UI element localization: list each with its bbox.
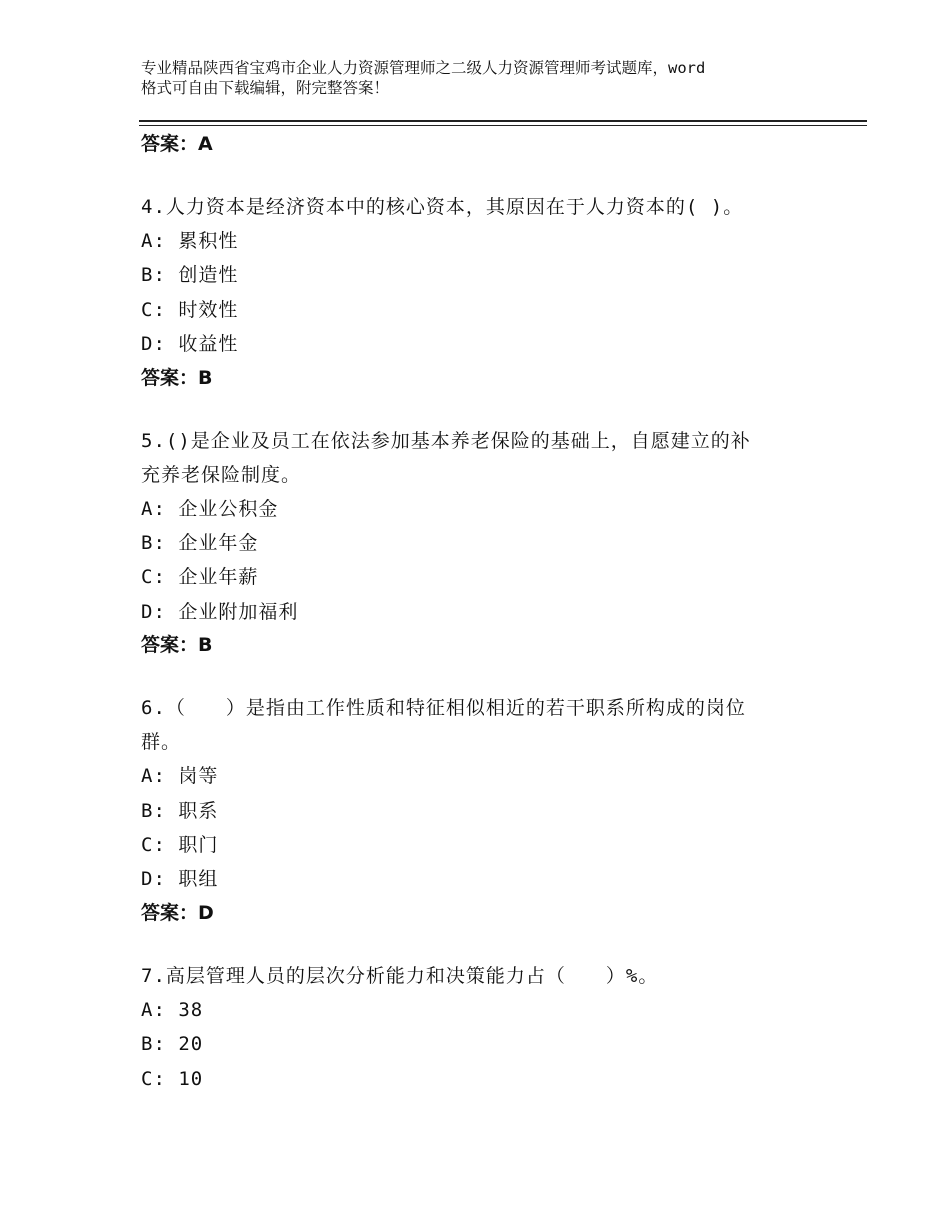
question-stem-cont: 群。 (141, 731, 182, 754)
document-body (141, 130, 821, 1096)
option-a: A: 累积性 (141, 230, 239, 252)
question-5 (141, 424, 821, 660)
answer-previous: 答案：A (141, 133, 213, 155)
option-b: B: 职系 (141, 799, 219, 822)
header-line-2: 格式可自由下载编辑，附完整答案！ (141, 79, 390, 97)
answer: 答案：D (141, 901, 214, 924)
question-stem: 7.高层管理人员的层次分析能力和决策能力占（ ）%。 (141, 964, 659, 987)
question-4 (141, 190, 821, 392)
option-b: B: 创造性 (141, 264, 239, 287)
question-stem: 6.（ ）是指由工作性质和特征相似相近的若干职系所构成的岗位 (141, 697, 746, 720)
header-rule-thin (139, 125, 867, 126)
question-stem-cont: 充养老保险制度。 (141, 463, 302, 486)
question-stem: 5.()是企业及员工在依法参加基本养老保险的基础上，自愿建立的补 (141, 429, 751, 452)
answer: 答案：B (141, 366, 213, 389)
option-a: A: 企业公积金 (141, 497, 279, 520)
answer: 答案：B (141, 634, 213, 657)
option-d: D: 收益性 (141, 333, 239, 356)
option-c: C: 职门 (141, 834, 219, 857)
document-header (141, 58, 841, 98)
question-7 (141, 959, 821, 1096)
option-d: D: 职组 (141, 868, 219, 891)
header-rule-thick (139, 120, 867, 122)
question-6 (141, 691, 821, 927)
option-c: C: 10 (141, 1067, 204, 1090)
option-d: D: 企业附加福利 (141, 600, 299, 623)
option-c: C: 企业年薪 (141, 566, 259, 589)
header-line-1: 专业精品陕西省宝鸡市企业人力资源管理师之二级人力资源管理师考试题库，word (141, 59, 706, 77)
option-b: B: 20 (141, 1033, 204, 1056)
option-b: B: 企业年金 (141, 532, 259, 555)
option-c: C: 时效性 (141, 298, 239, 321)
option-a: A: 岗等 (141, 765, 219, 788)
question-stem: 4.人力资本是经济资本中的核心资本，其原因在于人力资本的( )。 (141, 196, 744, 218)
option-a: A: 38 (141, 998, 204, 1021)
